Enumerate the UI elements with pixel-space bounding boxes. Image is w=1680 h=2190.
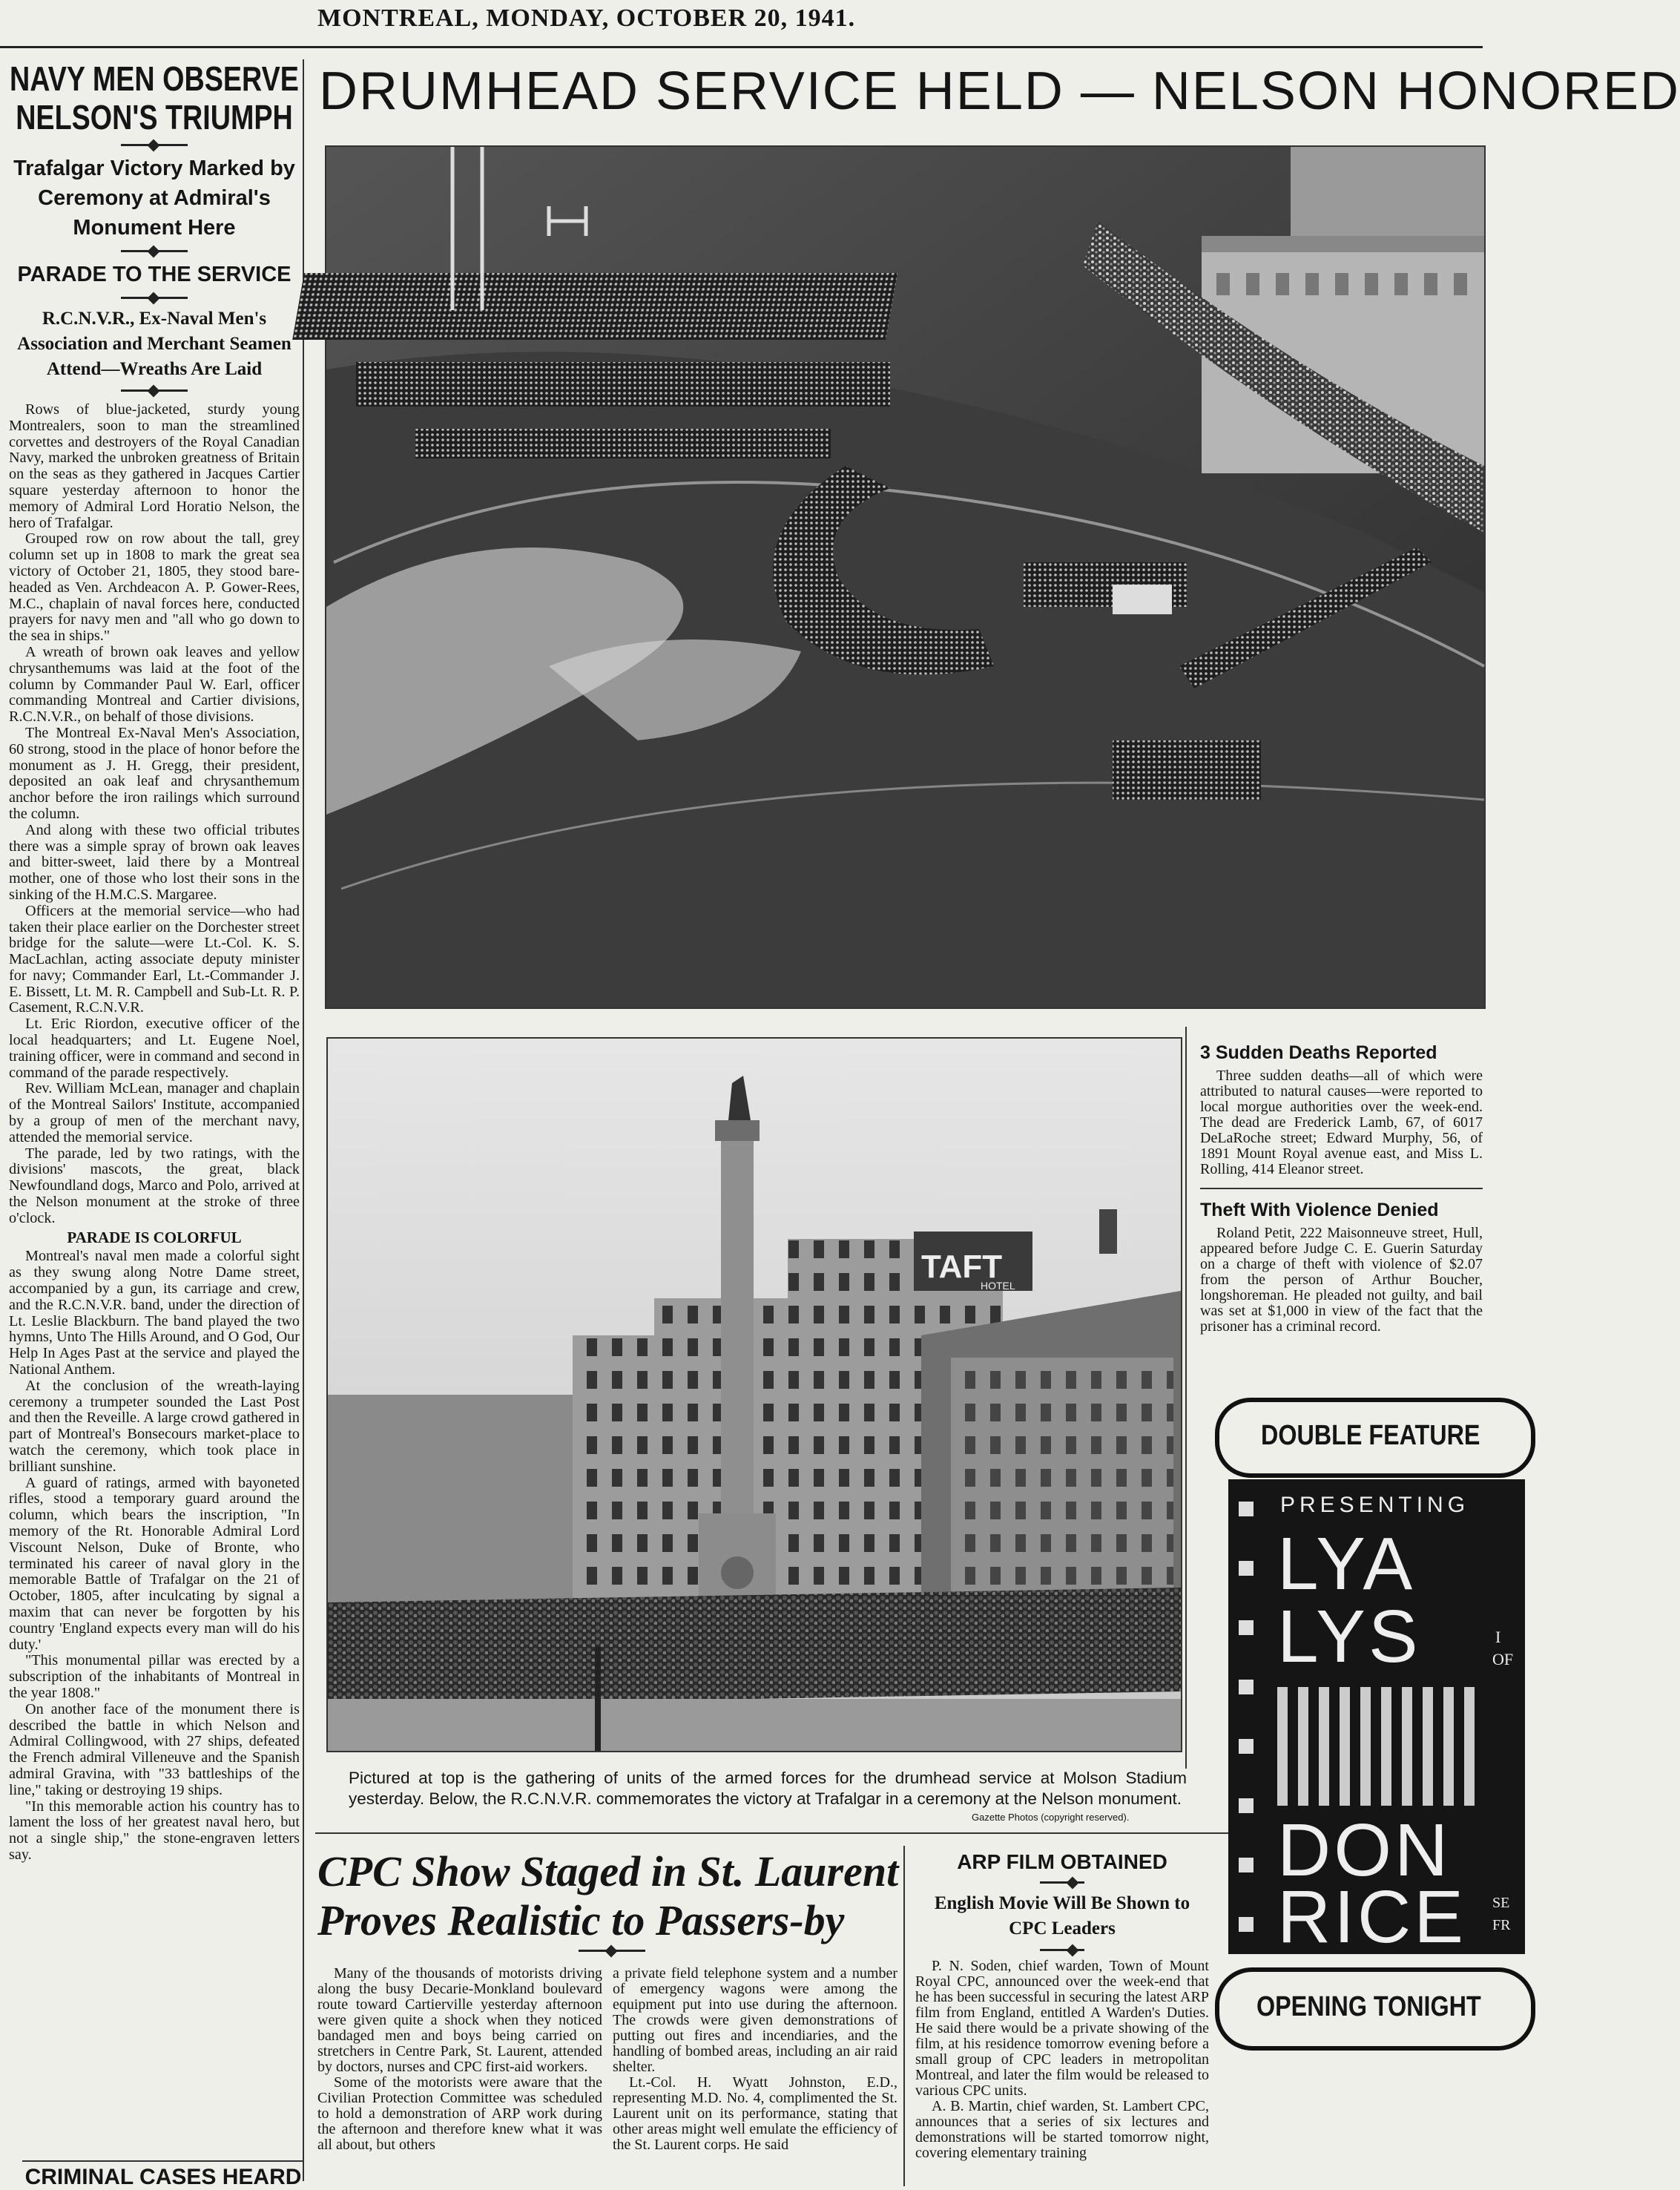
nelson-deck-2: PARADE TO THE SERVICE: [17, 263, 291, 286]
paragraph: "This monumental pillar was erected by a subscription of the inhabitants of Montreal in the year 1808.": [9, 1652, 300, 1701]
nelson-deck-1: Trafalgar Victory Marked by Ceremony at Admiral's Monument Here: [13, 157, 295, 240]
arp-deck: English Movie Will Be Shown to CPC Leaders: [934, 1893, 1190, 1939]
film-perforations: [1239, 1479, 1254, 1954]
ad-star-name-4: RICE: [1277, 1875, 1466, 1959]
ad-small-1: I: [1495, 1628, 1501, 1646]
theft-headline: Theft With Violence Denied: [1200, 1200, 1439, 1220]
ad-star-name-3: DON: [1277, 1809, 1452, 1892]
paragraph: A guard of ratings, armed with bayoneted rifles, stood a temporary guard around the column, which bears the inscription, "In memory of the Rt. Honorable Admiral Lord Viscount Nelson, Duke of Bronte, who terminated his career of naval glory in the memorable Battle of Trafalgar on the 21 of October, 1805, after inculcating by signal a maxim that can never be forgotten by his country 'England expects every man will do his duty.': [9, 1474, 300, 1653]
paragraph: Montreal's naval men made a colorful sight as they swung along Notre Dame street, accompanied by a gun, its carriage and crew, and the R.C.N.V.R. band, under the direction of Lt. Leslie Blackburn. The band played the two hymns, Unto The Hills Around, and O God, Our Help In Ages Past at the service and played the National Anthem.: [9, 1248, 300, 1378]
divider: [121, 144, 188, 146]
ad-double-feature: DOUBLE FEATURE: [1261, 1420, 1480, 1451]
hotel-sign: HOTEL: [981, 1280, 1015, 1292]
nelson-story: [6, 59, 304, 2181]
paragraph: Lt. Eric Riordon, executive officer of the local headquarters; and Lt. Eugene Noel, training officer, were in command and second in command of the parade respectively.: [9, 1016, 300, 1081]
stadium-photo-image: [326, 147, 1484, 1007]
divider: [121, 250, 188, 252]
arp-story: [903, 1846, 1209, 2186]
paragraph: On another face of the monument there is described the battle in which Nelson and Admiral Collingwood, with 27 ships, defeated the French admiral Villeneuve and the Spanish admiral Gravina, with "33 battleships of the line," taking or destroying 19 ships.: [9, 1700, 300, 1798]
photo-credit: Gazette Photos (copyright reserved).: [972, 1812, 1130, 1823]
divider: [1040, 1949, 1084, 1951]
paragraph: Lt.-Col. H. Wyatt Johnston, E.D., representing M.D. No. 4, complimented the St. Laurent unit on its performance, stating that other areas might well emulate the efficiency of the St. Laurent corps. He said: [613, 2074, 897, 2153]
deaths-headline: 3 Sudden Deaths Reported: [1200, 1042, 1437, 1063]
arp-body: [915, 1959, 1209, 2161]
divider: [1040, 1881, 1084, 1884]
ad-film-strip: [1228, 1479, 1525, 1959]
next-story-headline: CRIMINAL CASES HEARD: [22, 2160, 304, 2190]
photo-headline: DRUMHEAD SERVICE HELD — NELSON HONORED: [319, 62, 1680, 121]
divider: [579, 1950, 645, 1952]
paragraph: "In this memorable action his country has to lament the loss of her greatest naval hero, but not a single ship," the stone-engraven letters say.: [9, 1798, 300, 1863]
cpc-headline: CPC Show Staged in St. Laurent Proves Realistic to Passers-by: [317, 1847, 899, 1944]
monument-photo-image: [328, 1039, 1181, 1751]
deaths-body: [1200, 1068, 1483, 1177]
paragraph: Some of the motorists were aware that the Civilian Protection Committee was scheduled to hold a demonstration of ARP work during the afternoon and therefore knew what it was all about, but others: [317, 2074, 602, 2153]
paragraph: a private field telephone system and a number of emergency wagons were among the equipment put into use during the afternoon. The crowds were given demonstrations of putting out fires and incendiaries, and the handling of bombed areas, including an air raid shelter.: [613, 1965, 897, 2075]
photo-caption: Pictured at top is the gathering of units of the armed forces for the drumhead service at Molson Stadium yesterday. Below, the R.C.N.V.R. commemorates the victory at Trafalgar in a ceremony at the Nelson monument.: [349, 1769, 1187, 1808]
nelson-deck-3: R.C.N.V.R., Ex-Naval Men's Association and Merchant Seamen Attend—Wreaths Are Laid: [17, 309, 291, 379]
cpc-column-1: [317, 1966, 602, 2186]
deaths-story: [1187, 1027, 1483, 1335]
ad-bottom-banner: [1215, 1967, 1535, 2051]
paragraph: P. N. Soden, chief warden, Town of Mount Royal CPC, announced over the week-end that he has been successful in securing the latest ARP film from England, entitled A Warden's Duties. He said there would be a private showing of the film, at his residence tomorrow evening before a small group of CPC leaders in metropolitan Montreal, and later the film would be released to various CPC units.: [915, 1958, 1209, 2099]
paragraph: Rev. William McLean, manager and chaplain of the Montreal Sailors' Institute, accompanied by a group of men of the merchant navy, attended the memorial service.: [9, 1080, 300, 1145]
subhead: PARADE IS COLORFUL: [67, 1228, 242, 1246]
divider: [121, 389, 188, 392]
divider: [1200, 1188, 1483, 1189]
stadium-photo: [325, 145, 1486, 1009]
paragraph: Officers at the memorial service—who had taken their place earlier on the Dorchester street bridge for the salute—were Lt.-Col. K. S. MacLachlan, acting associate deputy minister for navy; Commander Earl, Lt.-Commander J. E. Bissett, Lt. M. R. Campbell and Sub-Lt. R. P. Casement, R.C.N.V.R.: [9, 902, 300, 1016]
arp-headline: ARP FILM OBTAINED: [957, 1850, 1167, 1873]
paragraph: A wreath of brown oak leaves and yellow chrysanthemums was laid at the foot of the column by Commander Paul W. Earl, officer commanding Montreal and Cartier divisions, R.C.N.V.R., on behalf of those divisions.: [9, 643, 300, 726]
masthead: [0, 0, 1483, 48]
ad-top-banner: [1215, 1398, 1535, 1478]
ad-small-3: SE: [1492, 1895, 1510, 1911]
paragraph: Roland Petit, 222 Maisonneuve street, Hull, appeared before Judge C. E. Guerin Saturday on a charge of theft with violence of $2.07 from the person of Arthur Boucher, longshoreman. He pleaded not guilty, and bail was set at $1,000 in view of the fact that the prisoner has a criminal record.: [1200, 1225, 1483, 1335]
nelson-body: [6, 402, 303, 1864]
ad-opening-tonight: OPENING TONIGHT: [1256, 1991, 1481, 2022]
ad-star-name-1: LYA: [1277, 1522, 1416, 1605]
divider: [121, 297, 188, 299]
ad-star-name-2: LYS: [1277, 1595, 1421, 1678]
cpc-body: [317, 1966, 897, 2186]
theft-body: [1200, 1226, 1483, 1335]
paragraph: Grouped row on row about the tall, grey column set up in 1808 to mark the great sea victory of October 21, 1805, they stood bare-headed as Ven. Archdeacon A. P. Gower-Rees, M.C., chaplain of naval forces here, conducted prayers for navy men and "all who go down to the sea in ships.": [9, 530, 300, 645]
paragraph: Three sudden deaths—all of which were attributed to natural causes—were reported to local morgue authorities over the week-end. The dead are Frederick Lamb, 67, of 6017 DeLaRoche street; Edward Murphy, 56, of 1891 Mount Royal avenue east, and Miss L. Rolling, 414 Eleanor street.: [1200, 1068, 1483, 1177]
theatre-advertisement: [1215, 1389, 1514, 2079]
taft-sign: TAFT: [921, 1249, 1003, 1285]
paragraph: Rows of blue-jacketed, sturdy young Montrealers, soon to man the streamlined corvettes and destroyers of the Royal Canadian Navy, marked the unbroken greatness of Britain on the seas as they gathered in Jacques Cartier square yesterday afternoon to honor the memory of Admiral Lord Horatio Nelson, the hero of Trafalgar.: [9, 401, 300, 531]
ad-small-2: OF: [1492, 1650, 1514, 1668]
paragraph: The parade, led by two ratings, with the divisions' mascots, the great, black Newfoundland dogs, Marco and Polo, arrived at the Nelson monument at the stroke of three o'clock.: [9, 1145, 300, 1226]
nelson-headline: NAVY MEN OBSERVE NELSON'S TRIUMPH: [10, 59, 299, 137]
ad-small-4: FR: [1492, 1917, 1511, 1933]
paragraph: The Montreal Ex-Naval Men's Association, 60 strong, stood in the place of honor before the monument as J. H. Gregg, their president, deposited an oak leaf and chrysanthemum anchor before the iron railings which surround the column.: [9, 724, 300, 822]
dateline: MONTREAL, MONDAY, OCTOBER 20, 1941.: [317, 4, 856, 32]
paragraph: At the conclusion of the wreath-laying ceremony a trumpeter sounded the Last Post and then the Reveille. A large crowd gathered in part of Montreal's Bonsecours market-place to watch the ceremony, which took place in brilliant sunshine.: [9, 1377, 300, 1475]
paragraph: And along with these two official tributes there was a simple spray of brown oak leaves and bitter-sweet, laid there by a Montreal mother, one of those who lost their sons in the sinking of the H.M.C.S. Margaree.: [9, 821, 300, 903]
ad-presenting: PRESENTING: [1280, 1493, 1470, 1517]
cpc-column-2: [613, 1966, 897, 2186]
paragraph: A. B. Martin, chief warden, St. Lambert CPC, announces that a series of six lectures and demonstrations will be started tomorrow night, covering elementary training: [915, 2098, 1209, 2161]
paragraph: Many of the thousands of motorists driving along the busy Decarie-Monkland boulevard route toward Cartierville yesterday afternoon were given quite a shock when they noticed bandaged men and boys being carried on stretchers in Centre Park, St. Laurent, attended by doctors, nurses and CPC first-aid workers.: [317, 1965, 602, 2075]
ad-graphic: [1277, 1687, 1485, 1806]
monument-photo: [326, 1037, 1182, 1752]
